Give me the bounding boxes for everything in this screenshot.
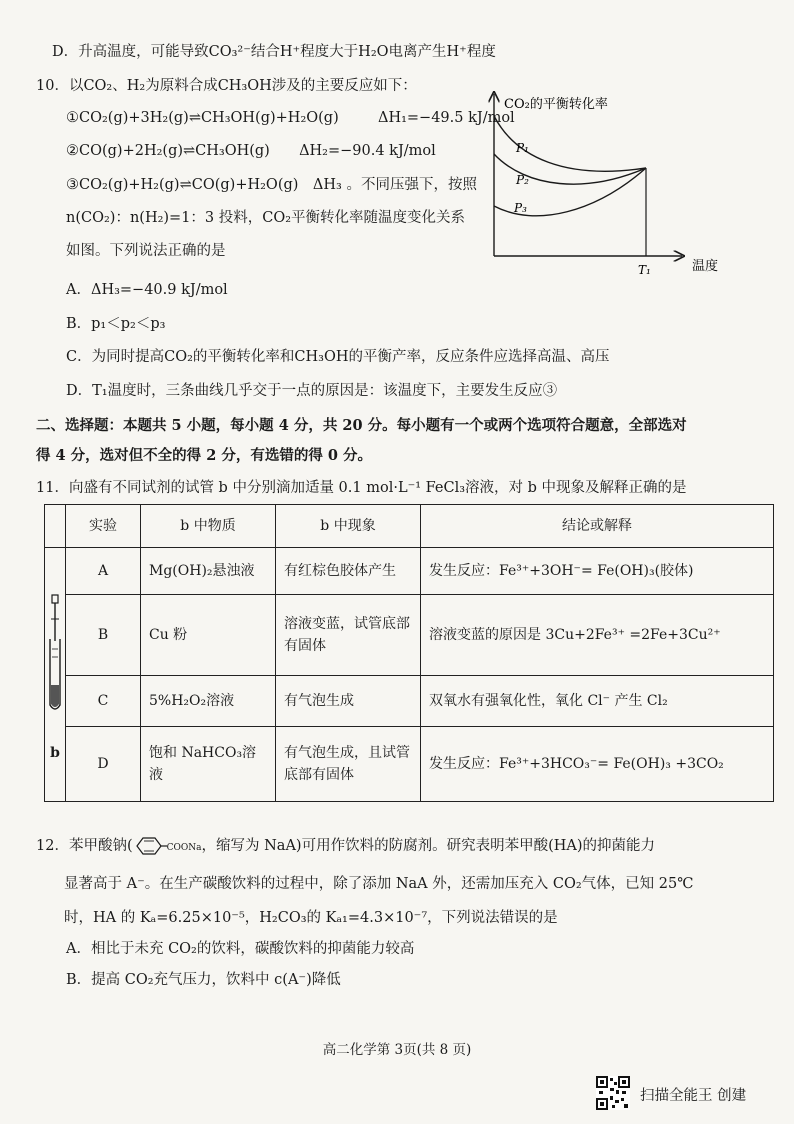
y-axis-label: CO₂的平衡转化率 — [504, 97, 608, 112]
row-d-phenomenon: 有气泡生成，且试管底部有固体 — [276, 727, 421, 802]
table-row — [45, 595, 774, 676]
row-b-substance: Cu 粉 — [141, 595, 276, 676]
section2-line2: 得 4 分，选对但不全的得 2 分，有选错的得 0 分。 — [36, 447, 373, 464]
row-c-id: C — [66, 676, 141, 727]
q10-option-b: B．p₁＜p₂＜p₃ — [66, 316, 166, 332]
row-a-phenomenon: 有红棕色胶体产生 — [276, 548, 421, 595]
table-row — [45, 548, 774, 595]
p1-label: P₁ — [516, 141, 529, 155]
q10-r2-equation: ②CO(g)+2H₂(g)⇌CH₃OH(g) — [66, 143, 270, 159]
q10-r1-equation: ①CO₂(g)+3H₂(g)⇌CH₃OH(g)+H₂O(g) — [66, 110, 339, 126]
q12-option-a: A．相比于未充 CO₂的饮料，碳酸饮料的抑菌能力较高 — [66, 941, 415, 957]
q12-option-b: B．提高 CO₂充气压力，饮料中 c(A⁻)降低 — [66, 972, 341, 988]
header-conclusion: 结论或解释 — [421, 505, 774, 548]
page-footer: 高二化学第 3页(共 8 页) — [322, 1042, 472, 1058]
q12-stem-line3: 时，HA 的 Kₐ=6.25×10⁻⁵，H₂CO₃的 Kₐ₁=4.3×10⁻⁷，下列说法错误的是 — [64, 910, 558, 926]
x-axis-label: 温度 — [692, 259, 719, 274]
row-d-substance: 饱和 NaHCO₃溶液 — [141, 727, 276, 802]
header-substance: b 中物质 — [141, 505, 276, 548]
table-row — [45, 676, 774, 727]
row-c-phenomenon: 有气泡生成 — [276, 676, 421, 727]
row-a-substance: Mg(OH)₂悬浊液 — [141, 548, 276, 595]
row-c-conclusion: 双氧水有强氧化性，氧化 Cl⁻ 产生 Cl₂ — [421, 676, 774, 727]
row-b-conclusion: 溶液变蓝的原因是 3Cu+2Fe³⁺ =2Fe+3Cu²⁺ — [421, 595, 774, 676]
row-a-conclusion: 发生反应：Fe³⁺+3OH⁻= Fe(OH)₃(胶体) — [421, 548, 774, 595]
table-header-row — [45, 505, 774, 548]
row-d-conclusion: 发生反应：Fe³⁺+3HCO₃⁻= Fe(OH)₃ +3CO₂ — [421, 727, 774, 802]
q10-reaction-1 — [66, 108, 515, 128]
row-c-substance: 5%H₂O₂溶液 — [141, 676, 276, 727]
qr-code-icon — [596, 1076, 630, 1110]
q12-stem-line2: 显著高于 A⁻。在生产碳酸饮料的过程中，除了添加 NaA 外，还需加压充入 CO₂气体，已知 25℃ — [64, 876, 694, 892]
t1-label: T₁ — [638, 263, 651, 277]
row-b-phenomenon: 溶液变蓝，试管底部有固体 — [276, 595, 421, 676]
q10-reaction-3: ③CO₂(g)+H₂(g)⇌CO(g)+H₂O(g) ΔH₃ 。不同压强下，按照 — [66, 177, 477, 193]
tube-label: b — [50, 745, 60, 761]
q12-stem-line1 — [36, 836, 655, 858]
q10-r2-enthalpy: ΔH₂=−90.4 kJ/mol — [299, 143, 436, 159]
conversion-graph — [486, 88, 748, 284]
q12-coona: COONa — [166, 843, 202, 853]
q9-option-d: D．升高温度，可能导致CO₃²⁻结合H⁺程度大于H₂O电离产生H⁺程度 — [52, 44, 496, 60]
table-row — [45, 727, 774, 802]
q10-option-a: A．ΔH₃=−40.9 kJ/mol — [66, 282, 228, 298]
q10-r1-enthalpy: ΔH₁=−49.5 kJ/mol — [377, 110, 515, 126]
q10-ratio-text: n(CO₂)：n(H₂)=1：3 投料，CO₂平衡转化率随温度变化关系 — [66, 210, 466, 226]
header-phenomenon: b 中现象 — [276, 505, 421, 548]
test-tube-dropper-icon — [45, 589, 65, 739]
q10-option-d: D．T₁温度时，三条曲线几乎交于一点的原因是：该温度下，主要发生反应③ — [66, 383, 558, 399]
header-experiment: 实验 — [66, 505, 141, 548]
q12-stem-post: ，缩写为 NaA)可用作饮料的防腐剂。研究表明苯甲酸(HA)的抑菌能力 — [201, 838, 655, 854]
p3-label: P₃ — [514, 201, 527, 215]
q12-stem-pre: 12．苯甲酸钠( — [36, 838, 133, 854]
q10-stem: 10．以CO₂、H₂为原料合成CH₃OH涉及的主要反应如下： — [36, 78, 417, 94]
section2-line1: 二、选择题：本题共 5 小题，每小题 4 分，共 20 分。每小题有一个或两个选项符合题意，全部选对 — [36, 417, 687, 434]
q10-option-c: C．为同时提高CO₂的平衡转化率和CH₃OH的平衡产率，反应条件应选择高温、高压 — [66, 349, 610, 365]
row-b-id: B — [66, 595, 141, 676]
row-a-id: A — [66, 548, 141, 595]
scanner-watermark-text: 扫描全能王 创建 — [640, 1088, 747, 1104]
scanner-watermark — [596, 1076, 776, 1112]
benzene-ring-icon — [133, 836, 167, 856]
q10-stem-end: 如图。下列说法正确的是 — [66, 243, 226, 259]
q11-stem: 11．向盛有不同试剂的试管 b 中分别滴加适量 0.1 mol·L⁻¹ FeCl₃溶液，对 b 中现象及解释正确的是 — [36, 480, 687, 496]
experiment-table — [44, 504, 774, 802]
row-d-id: D — [66, 727, 141, 802]
test-tube-cell — [45, 548, 66, 802]
q10-reaction-2 — [66, 141, 436, 161]
p2-label: P₂ — [516, 173, 529, 187]
header-blank — [45, 505, 66, 548]
